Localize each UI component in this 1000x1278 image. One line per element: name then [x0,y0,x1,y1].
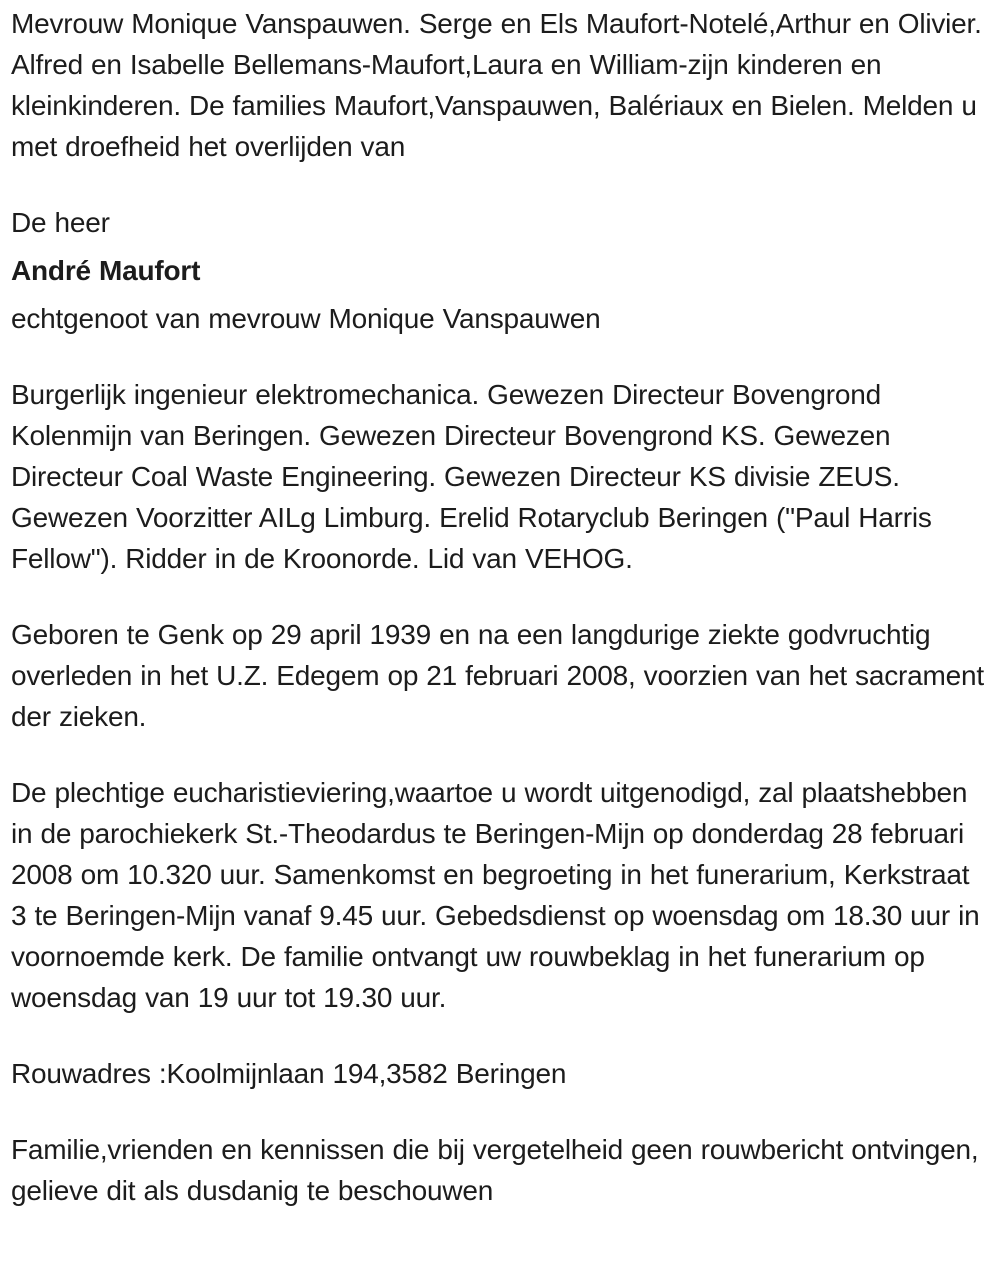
salutation-line: De heer [11,207,110,238]
life-dates-paragraph: Geboren te Genk op 29 april 1939 en na een langdurige ziekte godvruchtig overleden in het U.Z. Edegem op 21 februari 2008, voorzien van het sacrament der zieken. [11,619,984,732]
service-details-paragraph: De plechtige eucharistieviering,waartoe u wordt uitgenodigd, zal plaatshebben in de parochiekerk St.-Theodardus te Beringen-Mijn op donderdag 28 februari 2008 om 10.320 uur. Samenkomst en begroeting in het funerarium, Kerkstraat 3 te Beringen-Mijn vanaf 9.45 uur. Gebedsdienst op woensdag om 18.30 uur in voornoemde kerk. De familie ontvangt uw rouwbeklag in het funerarium op woensdag van 19 uur tot 19.30 uur. [11,777,980,1013]
biography-paragraph: Burgerlijk ingenieur elektromechanica. Gewezen Directeur Bovengrond Kolenmijn van Beringen. Gewezen Directeur Bovengrond KS. Gewezen Directeur Coal Waste Engineering. Gewezen Directeur KS divisie ZEUS. Gewezen Voorzitter AILg Limburg. Erelid Rotaryclub Beringen ("Paul Harris Fellow"). Ridder in de Kroonorde. Lid van VEHOG. [11,379,932,574]
spouse-line: echtgenoot van mevrouw Monique Vanspauwen [11,303,601,334]
apology-note-paragraph: Familie,vrienden en kennissen die bij vergetelheid geen rouwbericht ontvingen, gelieve dit als dusdanig te beschouwen [11,1134,979,1206]
announcement-paragraph: Mevrouw Monique Vanspauwen. Serge en Els Maufort-Notelé,Arthur en Olivier. Alfred en Isabelle Bellemans-Maufort,Laura en William-zijn kinderen en kleinkinderen. De families Maufort,Vanspauwen, Balériaux en Bielen. Melden u met droefheid het overlijden van [11,8,982,162]
deceased-name: André Maufort [11,255,201,286]
mourning-address-line: Rouwadres :Koolmijnlaan 194,3582 Beringen [11,1058,567,1089]
